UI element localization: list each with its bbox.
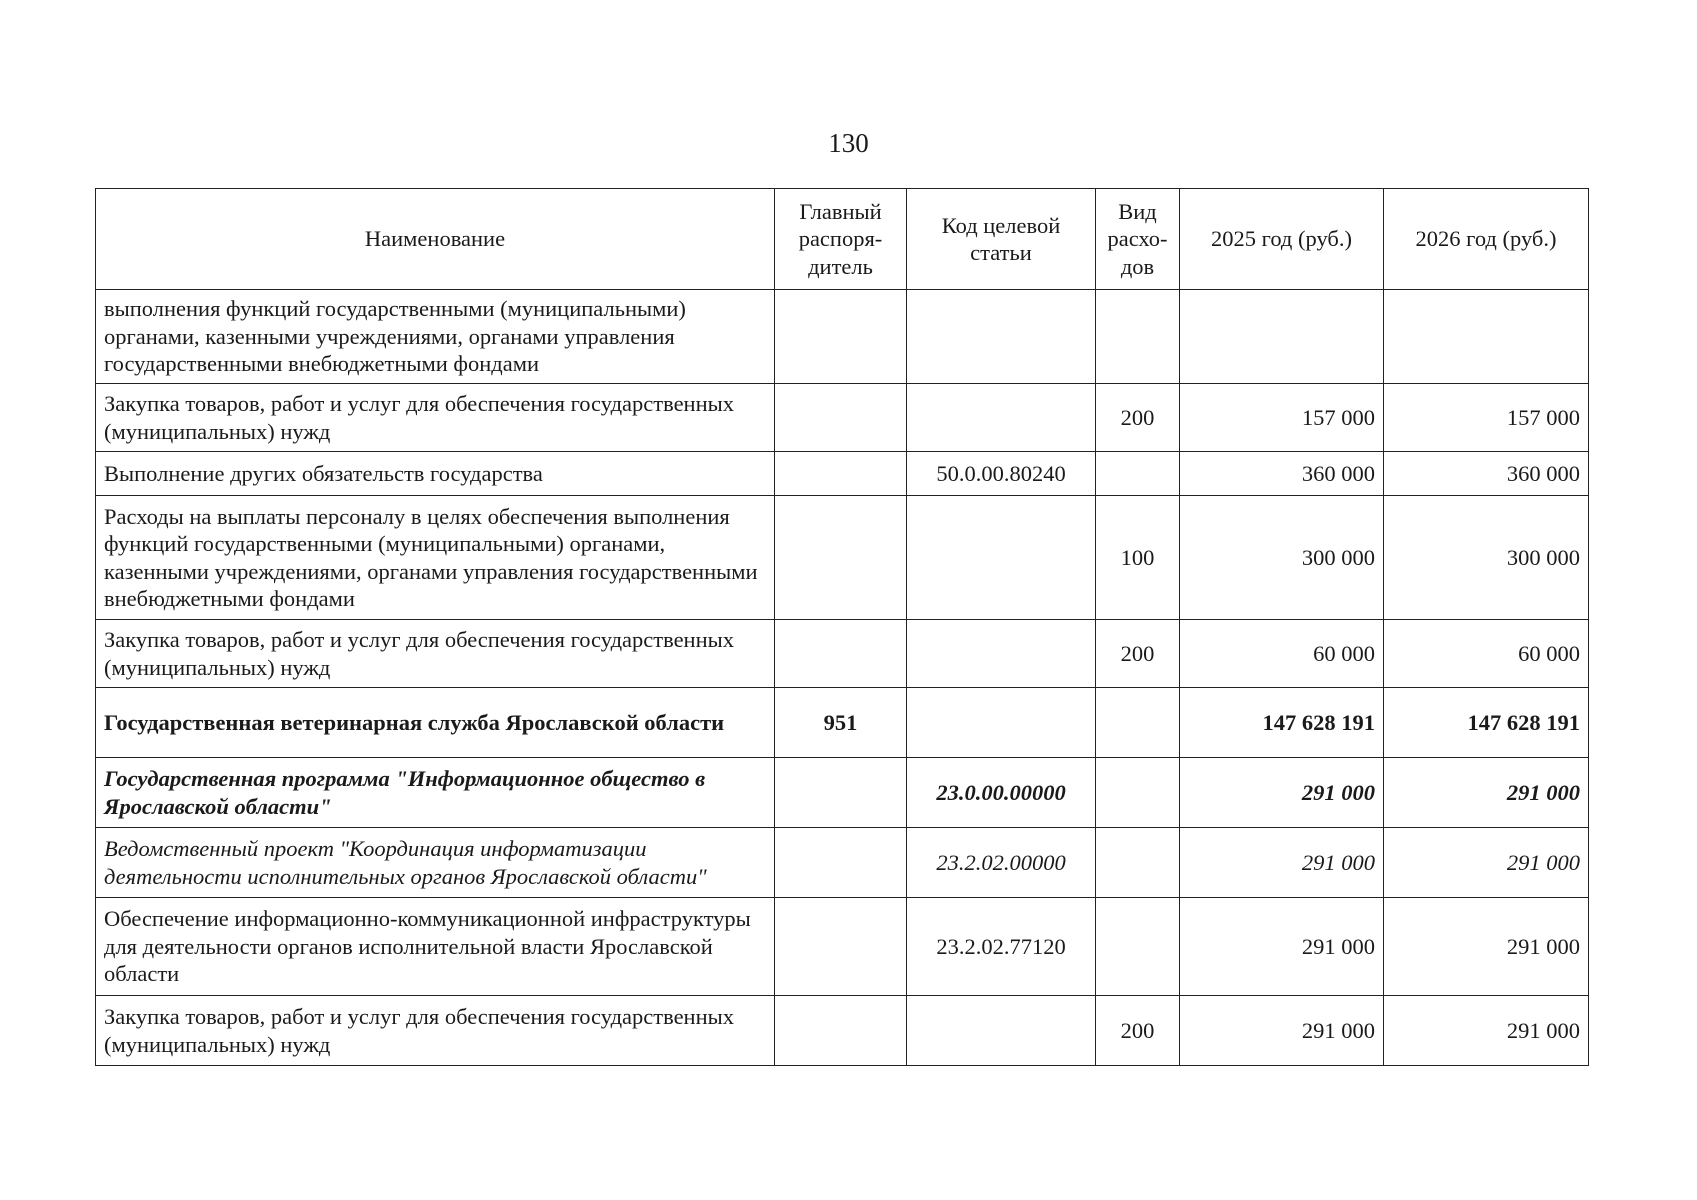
cell-year-2026: 60 000 [1384, 620, 1589, 688]
cell-vid [1096, 898, 1180, 996]
cell-glavny [775, 758, 907, 828]
cell-year-2025: 360 000 [1180, 452, 1384, 496]
table-row [96, 384, 1589, 452]
cell-name: Ведомственный проект "Координация информатизации деятельности исполнительных органов Ярославской области" [96, 828, 775, 898]
header-name: Наименование [96, 189, 775, 290]
table-row [96, 290, 1589, 384]
cell-glavny [775, 384, 907, 452]
header-year-2025: 2025 год (руб.) [1180, 189, 1384, 290]
cell-year-2025: 300 000 [1180, 496, 1384, 620]
cell-glavny [775, 290, 907, 384]
cell-code: 23.2.02.00000 [907, 828, 1096, 898]
cell-name: Закупка товаров, работ и услуг для обеспечения государственных (муниципальных) нужд [96, 620, 775, 688]
cell-year-2026: 300 000 [1384, 496, 1589, 620]
header-year-2026: 2026 год (руб.) [1384, 189, 1589, 290]
cell-code [907, 996, 1096, 1066]
cell-code: 23.2.02.77120 [907, 898, 1096, 996]
header-glavny: Главный распоря-дитель [775, 189, 907, 290]
cell-glavny [775, 996, 907, 1066]
cell-year-2026: 291 000 [1384, 758, 1589, 828]
cell-year-2026: 147 628 191 [1384, 688, 1589, 758]
budget-table [95, 188, 1589, 1066]
page-number: 130 [828, 128, 869, 158]
cell-glavny [775, 620, 907, 688]
table-header-row [96, 189, 1589, 290]
cell-year-2025: 147 628 191 [1180, 688, 1384, 758]
cell-name: Обеспечение информационно-коммуникационной инфраструктуры для деятельности органов исполнительной власти Ярославской области [96, 898, 775, 996]
cell-glavny [775, 496, 907, 620]
cell-code [907, 290, 1096, 384]
cell-glavny [775, 898, 907, 996]
table-row [96, 898, 1589, 996]
cell-glavny [775, 828, 907, 898]
table-row [96, 828, 1589, 898]
cell-glavny [775, 452, 907, 496]
cell-name: Государственная программа "Информационное общество в Ярославской области" [96, 758, 775, 828]
table-row [96, 496, 1589, 620]
cell-name: Выполнение других обязательств государства [96, 452, 775, 496]
cell-name: Государственная ветеринарная служба Ярославской области [96, 688, 775, 758]
cell-code [907, 496, 1096, 620]
cell-year-2025: 291 000 [1180, 898, 1384, 996]
cell-code: 23.0.00.00000 [907, 758, 1096, 828]
table-row [96, 452, 1589, 496]
cell-code: 50.0.00.80240 [907, 452, 1096, 496]
cell-year-2026 [1384, 290, 1589, 384]
cell-vid: 200 [1096, 996, 1180, 1066]
cell-vid [1096, 452, 1180, 496]
cell-vid: 200 [1096, 620, 1180, 688]
cell-year-2026: 157 000 [1384, 384, 1589, 452]
cell-name: Закупка товаров, работ и услуг для обеспечения государственных (муниципальных) нужд [96, 384, 775, 452]
cell-year-2025 [1180, 290, 1384, 384]
cell-year-2026: 291 000 [1384, 898, 1589, 996]
cell-vid [1096, 290, 1180, 384]
table-row [96, 758, 1589, 828]
cell-vid [1096, 758, 1180, 828]
cell-glavny: 951 [775, 688, 907, 758]
cell-code [907, 688, 1096, 758]
cell-year-2026: 291 000 [1384, 828, 1589, 898]
cell-name: Расходы на выплаты персоналу в целях обеспечения выполнения функций государственными (муниципальными) органами, казенными учреждениями, органами управления государственными внебюджетными фондами [96, 496, 775, 620]
cell-vid [1096, 828, 1180, 898]
table-row [96, 620, 1589, 688]
cell-vid: 100 [1096, 496, 1180, 620]
table-row [96, 996, 1589, 1066]
cell-vid [1096, 688, 1180, 758]
cell-year-2026: 291 000 [1384, 996, 1589, 1066]
cell-code [907, 384, 1096, 452]
cell-code [907, 620, 1096, 688]
cell-year-2025: 157 000 [1180, 384, 1384, 452]
cell-year-2025: 291 000 [1180, 828, 1384, 898]
cell-name: выполнения функций государственными (муниципальными) органами, казенными учреждениями, органами управления государственными внебюджетными фондами [96, 290, 775, 384]
table-row [96, 688, 1589, 758]
header-vid: Вид расхо-дов [1096, 189, 1180, 290]
header-code: Код целевой статьи [907, 189, 1096, 290]
cell-name: Закупка товаров, работ и услуг для обеспечения государственных (муниципальных) нужд [96, 996, 775, 1066]
cell-year-2025: 291 000 [1180, 758, 1384, 828]
cell-year-2026: 360 000 [1384, 452, 1589, 496]
cell-vid: 200 [1096, 384, 1180, 452]
cell-year-2025: 60 000 [1180, 620, 1384, 688]
cell-year-2025: 291 000 [1180, 996, 1384, 1066]
